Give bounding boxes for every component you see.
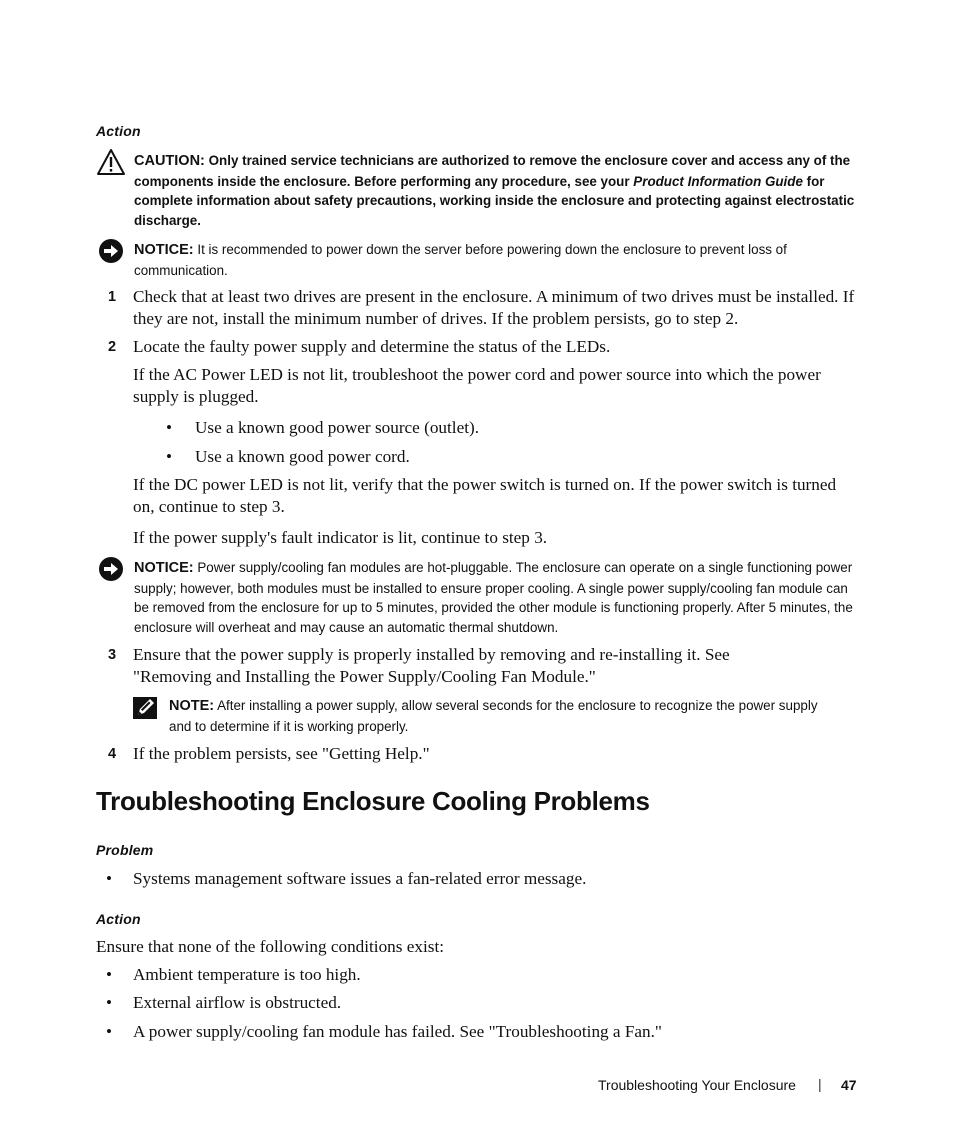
notice-text: Power supply/cooling fan modules are hot-pluggable. The enclosure can operate on a single functioning power supply; however, both modules must be installed to ensure proper cooling. A single power supply/cooling fan module can be removed from the enclosure for up to 5 minutes, provided the other module is functioning properly. After 5 minutes, the enclosure will overheat and may cause an automatic thermal shutdown.	[134, 560, 853, 635]
notice-block	[134, 240, 858, 280]
step-text: If the problem persists, see "Getting Help."	[133, 744, 430, 763]
footer-separator: |	[818, 1076, 822, 1092]
step-text: Locate the faulty power supply and determine the status of the LEDs.	[133, 337, 611, 356]
notice-label: NOTICE:	[134, 242, 194, 258]
caution-text-1: Only trained service technicians are authorized to remove the enclosure cover and access any of the components inside the enclosure. Before performing any procedure, see your	[134, 153, 851, 189]
note-block	[169, 696, 829, 736]
step2-fault-paragraph: If the power supply's fault indicator is lit, continue to step 3.	[133, 528, 548, 547]
product-information-guide-link[interactable]: Product Information Guide	[633, 173, 803, 189]
list-item: Ambient temperature is too high.	[133, 965, 361, 984]
list-item: A power supply/cooling fan module has failed. See "Troubleshooting a Fan."	[133, 1022, 662, 1041]
bullet-glyph: •	[166, 447, 173, 466]
notice-block	[134, 558, 858, 637]
list-item: Use a known good power cord.	[195, 447, 410, 466]
caution-label: CAUTION:	[134, 153, 205, 169]
notice-icon	[98, 556, 124, 582]
caution-block	[134, 151, 858, 230]
step-number: 3	[108, 647, 117, 663]
page-number: 47	[841, 1077, 857, 1093]
step-text: Ensure that the power supply is properly installed by removing and re-installing it. See "Removing and Installing the Power Supply/Cooling Fan Module."	[133, 645, 730, 686]
list-item: Systems management software issues a fan-related error message.	[133, 869, 587, 888]
footer-chapter-title: Troubleshooting Your Enclosure	[598, 1077, 796, 1093]
problem-heading: Problem	[96, 842, 154, 858]
step-number: 2	[108, 339, 117, 355]
action-heading: Action	[96, 123, 141, 139]
list-item: External airflow is obstructed.	[133, 993, 342, 1012]
bullet-glyph: •	[166, 418, 173, 437]
note-text: After installing a power supply, allow several seconds for the enclosure to recognize the power supply and to determine if it is working properly.	[169, 698, 818, 734]
step-number: 1	[108, 289, 117, 305]
note-label: NOTE:	[169, 698, 215, 714]
notice-label: NOTICE:	[134, 560, 194, 576]
bullet-glyph: •	[106, 869, 113, 888]
notice-text: It is recommended to power down the server before powering down the enclosure to prevent loss of communication.	[134, 242, 787, 278]
action-heading: Action	[96, 911, 141, 927]
step-text: Check that at least two drives are present in the enclosure. A minimum of two drives must be installed. If they are not, install the minimum number of drives. If the problem persists, go to step 2.	[133, 287, 855, 328]
caution-text-2: for complete information about safety precautions, working inside the enclosure and protecting against electrostatic discharge.	[134, 173, 855, 228]
note-pencil-icon	[133, 697, 157, 719]
step2-dc-paragraph: If the DC power LED is not lit, verify that the power switch is turned on. If the power switch is turned on, continue to step 3.	[133, 475, 837, 516]
bullet-glyph: •	[106, 993, 113, 1012]
action-intro: Ensure that none of the following conditions exist:	[96, 937, 444, 956]
notice-icon	[98, 238, 124, 264]
bullet-glyph: •	[106, 965, 113, 984]
bullet-glyph: •	[106, 1022, 113, 1041]
section-title: Troubleshooting Enclosure Cooling Problems	[96, 786, 650, 816]
caution-icon	[96, 148, 126, 176]
step2-ac-paragraph: If the AC Power LED is not lit, troubleshoot the power cord and power source into which the power supply is plugged.	[133, 365, 821, 406]
list-item: Use a known good power source (outlet).	[195, 418, 479, 437]
step-number: 4	[108, 746, 117, 762]
